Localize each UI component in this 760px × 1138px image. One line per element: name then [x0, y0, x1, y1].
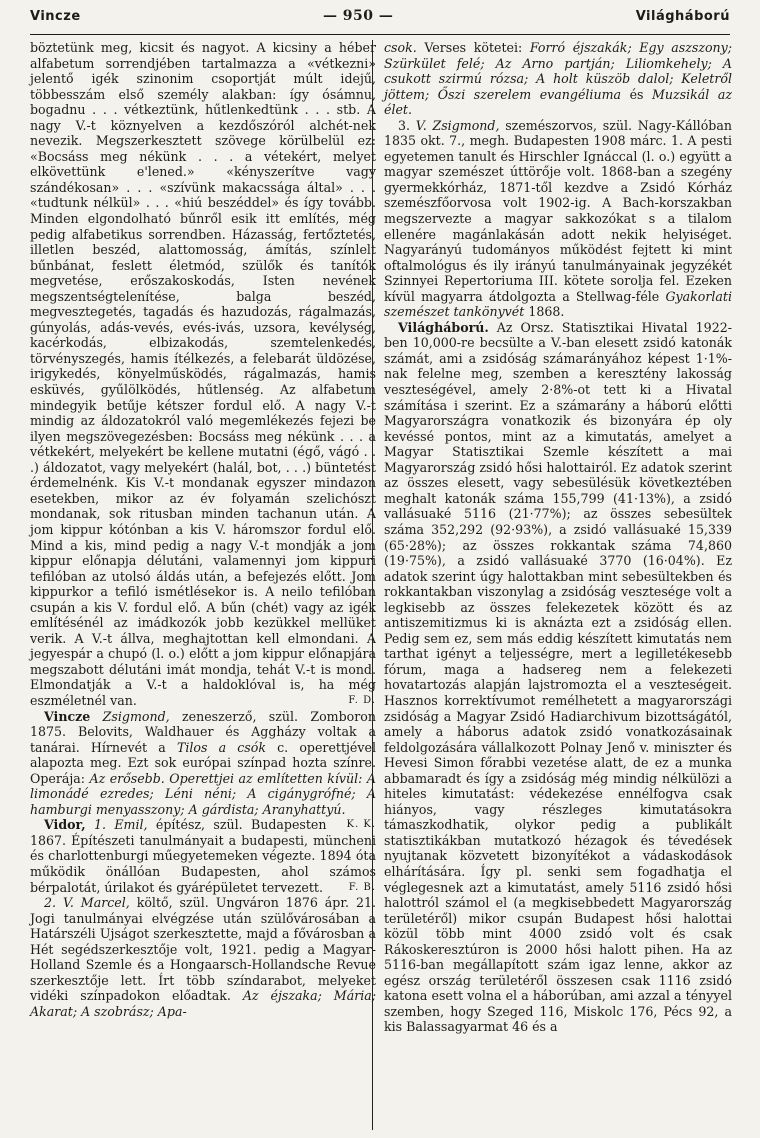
entry-body: építész, szül. Budapesten 1867. Építészeti tanulmányait a budapesti, müncheni és charlottenburgi műegyetemeken végezte. 1894 óta működik önállóan Budapesten, ahol számos bérpalotát, úrilakot és gyárépületet tervezett. [30, 817, 376, 895]
author-signature: K. K. [346, 819, 376, 831]
work-title: Gyakorlati szemészet tankönyvét [384, 288, 732, 320]
header-left-word: Vincze [30, 9, 81, 24]
entry-headword: Vidor, [44, 817, 86, 833]
vidor-marcel-entry [30, 895, 376, 1019]
entry-body: és [629, 86, 644, 102]
works-list: Az erősebb. Operettjei az említetten kívül: A limonádé ezredes; Léni néni; A cigánygrófné; A hamburgi menyasszony; A gárdista; Aranyhattyú. [30, 770, 376, 817]
entry-number: 3. [398, 117, 411, 133]
vidor-marcel-continued [384, 40, 732, 118]
entry-body: Az Orsz. Statisztikai Hivatal 1922-ben 10,000-re becsülte a V.-ban elesett zsidó katonák számát, ami a zsidóság számarányához képest 1·1%-nak felelne meg, szemben a keresztény lakosság veszteségével, amely 2·8%-ot tett ki a Hivatal számítása i szerint. Ez a számarány a háború előtti Magyarországra vonatkozik és bizonyára ép oly kevéssé pontos, mint az a kimutatás, amelyet a Magyar Statisztikai Szemle készített a mai Magyarország zsidó hősi halottairól. Ez adatok szerint az összes elesett, vagy sebesülésük következtében meghalt katonák száma 155,799 (41·13%), a zsidó vallásuaké 5116 (21·77%); az összes sebesültek száma 352,292 (92·93%), a zsidó vallásuaké 15,339 (65·28%); az összes rokkantak száma 74,860 (19·75%), a zsidó vallásuaké 3770 (16·04%). Ez adatok szerint úgy halottakban mint sebesültekben és rokkantakban viszonylag a zsidóság vesztesége volt a legkisebb az összes felekezetek között és az antiszemitizmus ki is aknázta ezt a zsidóság ellen. Pedig sem ez, sem más eddig készített kimutatás nem tarthat igényt a teljességre, mert a legilletékesebb fórum, maga a hadsereg nem a felekezeti hovatartozás alapján lajstromozta el a veszteségeit. Hasznos korrektívumot remélhetett a magyarországi zsidóság a Magyar Zsidó Hadiarchivum bizottságától, amely a háborus adatok zsidó vonatkozásainak feldolgozására vállalkozott Polnay Jenő v. miniszter és Hevesi Simon főrabbi vezetése alatt, de ez a munka abbamaradt és így a zsidóság még mindig nélkülözi a hiteles kimutatást: védekezése ennélfogva csak hiányos, vagy részleges kimutatásokra támaszkodhatik, olykor pedig a publikált statisztikákban mutatkozó hézagok és tévedések nyujtanak közvetett bizonyítékot a vádaskodások elhárítására. Így pl. senki sem fogadhatja el véglegesnek azt a kimutatást, amely 5116 zsidó hősi halottról számol el (a megkisebbedett Magyarország területéről) mikor csupán Budapest hősi halottai közül több mint 4000 zsidó volt és csak Rákoskeresztúron is 2000 hősi halott pihen. Ha az 5116-ban megállapított szám igaz lenne, akkor az egész ország területéről összesen csak 1116 zsidó katona esett volna el a háborúban, ami azzal a tényyel szemben, hogy Szeged 116, Miskolc 176, Pécs 92, a kis Balassagyarmat 46 és a [384, 319, 732, 1035]
entry-body: költő, szül. Ungváron 1876 ápr. 21. Jogi tanulmányai elvégzése után szülővárosában a Határszéli Ujságot szerkesztette, majd a fővárosban a Hét segédszerkesztője volt, 1921. pedig a Magyar-Holland Szemle és a Hongaarsch-Hollandsche Revue szerkesztője lett. Írt több színdarabot, melyeket vidéki színpadokon előadtak. [30, 895, 376, 1004]
author-signature: F. D. [348, 694, 376, 706]
entry-body: 1868. [528, 304, 565, 320]
works-list: Muzsikál az élet. [384, 86, 732, 118]
vilaghaboru-entry [384, 320, 732, 1035]
left-column [30, 40, 376, 1019]
right-column [384, 40, 732, 1035]
page-number: — 950 — [322, 8, 394, 24]
vidor-emil-entry [30, 817, 376, 895]
vidui-body: böztetünk meg, kicsit és nagyot. A kicsiny a héber alfabetum sorrendjében tartalmazza a «vétkezni» jelentő igék szinonim csoportját múlt idejű, többesszám első személy alakban: így ósámnu, bogadnu . . . vétkeztünk, hűtlenkedtünk . . . stb. A nagy V.-t köznyelven a kezdőszóról alchét-nek nevezik. Megszerkesztett szövege körülbelül ez: «Bocsáss meg nékünk . . . a vétekért, melyet elkövettünk e'lened.» «kényszerítve vagy szándékosan» . . . «szívünk makacssága által» . . . «tudtunk nélkül» . . . «hiú beszéddel» és így tovább. Minden elgondolható bűnről esik itt említés, még pedig alfabetikus sorrendben. Házasság, fertőztetés, illetlen beszéd, alattomosság, ámítás, színlelt bűnbánat, feslett életmód, szülők és tanítók megvetése, erőszakoskodás, Isten nevének megszentségtelenítése, balga beszéd, megvesztegetés, tagadás és hazudozás, rágalmazás, gúnyolás, adás-vevés, evés-ivás, uzsora, kevélység, kacérkodás, elbizakodás, szemtelenkedés, törvényszegés, hamis ítélkezés, a felebarát üldözése, irigykedés, könyelműsködés, rágalmazás, hamis esküvés, gyűlölködés, hűtlenség. Az alfabetum mindegyik betűje kétszer fordul elő. A nagy V.-t mindig az áldozatokról való megemlékezés fejezi be ilyen megszövegezésben: Bocsáss meg nékünk . . . a vétkekért, melyekért be kellene mutatni (égő, vágó . . .) áldozatot, vagy melyekért (halál, bot, . . .) büntetést érdemelnénk. Kis V.-t mondanak egyszer mindazon esetekben, mikor az év folyamán szelichószt mondanak, sok ritusban minden tachanun után. A jom kippur kótónban a kis V. háromszor fordul elő. Mind a kis, mind pedig a nagy V.-t mondják a jom kippur előnapja délutáni, valamennyi jom kippuri tefilóban az utolsó áldás után, a befejezés előtt. Jom kippurkor a tefiló ismétlésekor is. A neilo tefilóban csupán a kis V. fordul elő. A bűn (chét) vagy az igék említésénél az imádkozók jobb kezükkel mellüket verik. A V.-t állva, meghajtottan kell elmondani. A jegyespár a chupó (l. o.) előtt a jom kippur előnapjára megszabott délutáni imát mondja, tehát V.-t is mond. Elmondatják a V.-t a haldoklóval is, ha még eszméletnél van. [30, 40, 376, 708]
works-list: csok. [384, 40, 417, 55]
work-title: Tilos a csók [176, 739, 266, 755]
author-signature: F. B. [348, 881, 376, 893]
entry-given-name: V. Zsigmond, [415, 117, 500, 133]
entry-given-name: 1. Emil, [94, 817, 148, 833]
entry-headword: Világháború. [398, 319, 489, 335]
header-right-word: Világháború [635, 9, 730, 24]
vidui-entry-text [30, 40, 376, 709]
vidor-zsigmond-entry [384, 118, 732, 320]
entry-headword: Vincze [44, 708, 91, 724]
header-rule [30, 34, 730, 35]
works-list: Az éjszaka; Mária; Akarat; A szobrász; Apa- [30, 988, 376, 1019]
entry-body: szemészorvos, szül. Nagy-Kállóban 1835 okt. 7., megh. Budapesten 1908 márc. 1. A pesti egyetemen tanult és Hirschler Ignáccal (l. o.) együtt a magyar szemészet úttörője volt. 1868-ban a szegény gyermekkórház, 1871-től kezdve a Zsidó Kórház szemészfőorvosa volt 1902-ig. A Bach-korszakban megszervezte a magyar sakkozókat s a tilalom ellenére magánlakásán adott nekik helyiséget. Nagyarányú tudományos működést fejtett ki mint oftalmológus és ily irányú tanulmányainak jegyzékét Szinnyei Repertoriuma III. kötete sorolja fel. Ezeken kívül magyarra átdolgozta a Stellwag-féle [384, 117, 732, 304]
running-header [30, 8, 730, 30]
column-divider [372, 40, 373, 1130]
works-list: Forró éjszakák; Egy aszszony; Szürkület felé; Az Arno partján; Liliomkehely; A csukott szirmú rózsa; A holt küszöb dalol; Keletről jöttem; Őszi szerelem evangéliuma [384, 40, 732, 102]
entry-body: Verses kötetei: [424, 40, 523, 55]
entry-given-name: Zsigmond, [102, 708, 170, 724]
entry-body: zeneszerző, szül. Zomboron 1875. Belovits, Waldhauer és Aggházy voltak a tanárai. Hírnevét a [30, 708, 376, 755]
entry-body: c. operettjével alapozta meg. Ezt sok európai színpad hozta színre. Operája: [30, 739, 376, 786]
entry-given-name: 2. V. Marcel, [44, 895, 130, 911]
